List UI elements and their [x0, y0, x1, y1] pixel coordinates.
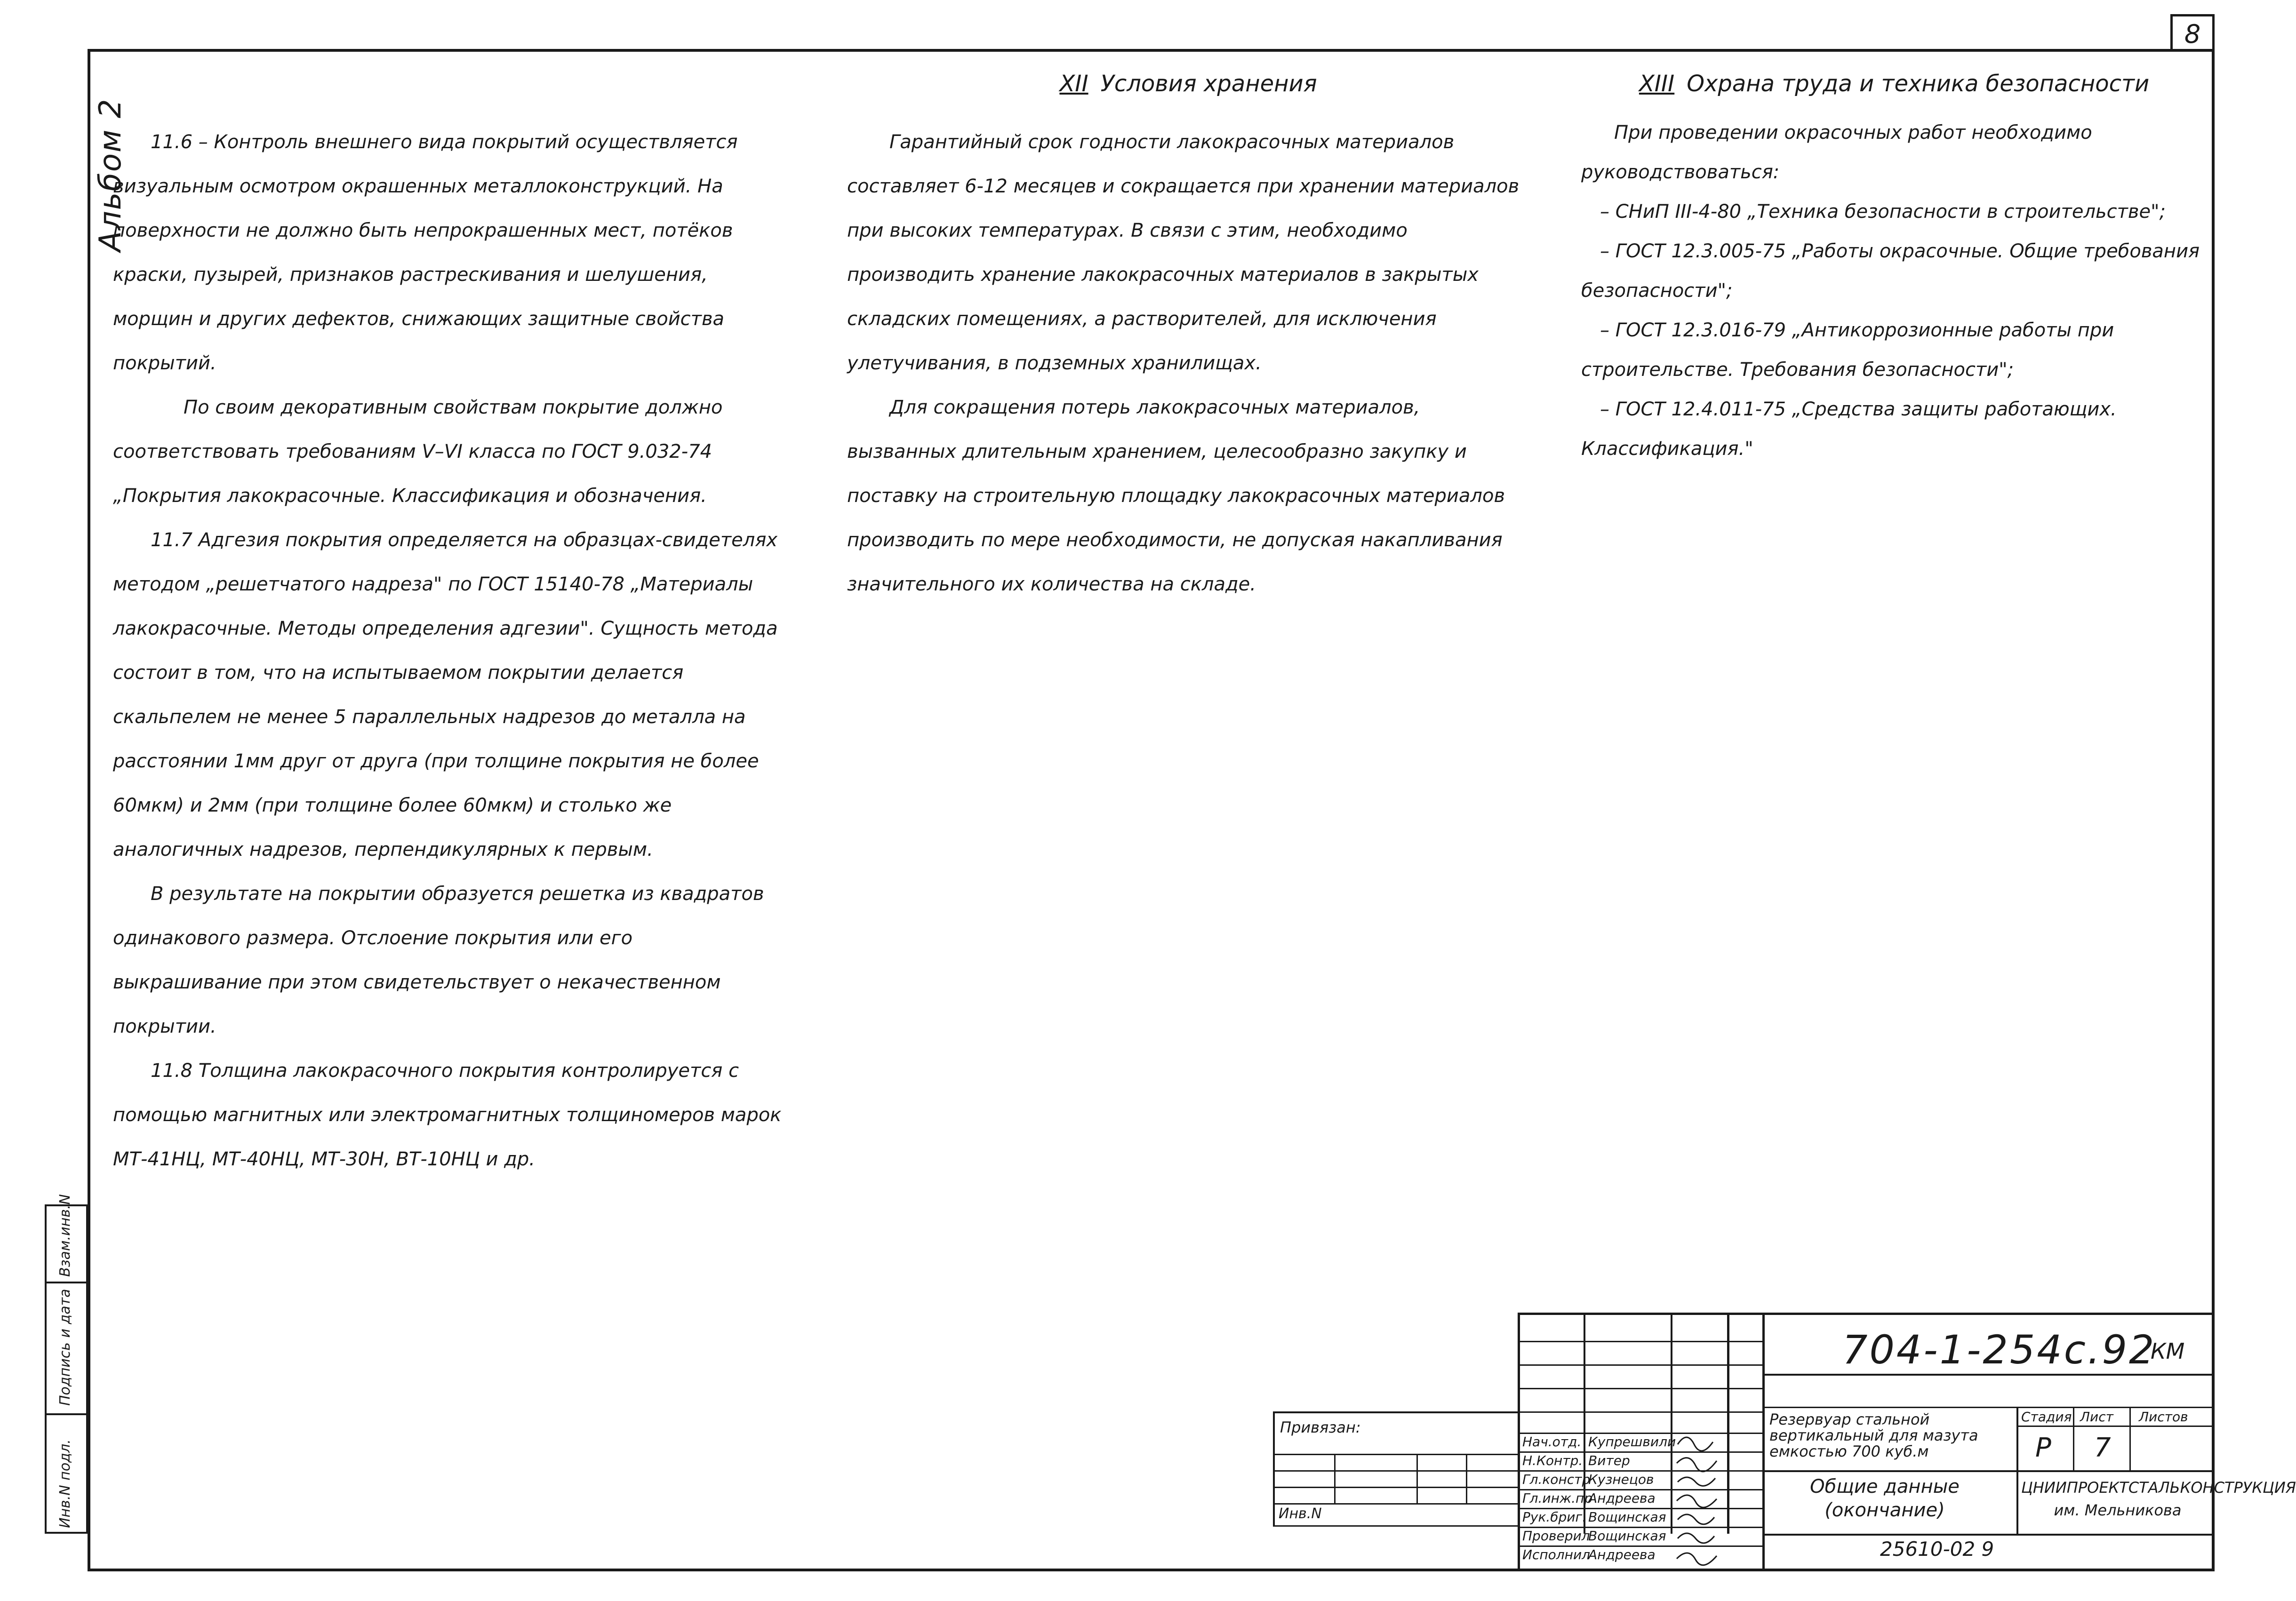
paragraph-result: В результате на покрытии образуется решетка из квадратов одинакового размера. Отслоение покрытия или его выкрашивание при этом свидетельствует о некачественном покрытии. [113, 883, 764, 1037]
paragraph-warranty: Гарантийный срок годности лакокрасочных материалов составляет 6-12 месяцев и сокращается при хранении материалов при высоких температурах. В связи с этим, необходимо производить хранение лакокрасочных материалов в закрытых складских помещениях, а растворителей, для исключения улетучивания, в подземных хранилищах. [847, 131, 1520, 374]
heading-storage-num: XII [1059, 71, 1088, 97]
organization: ЦНИИПРОЕКТСТАЛЬКОНСТРУКЦИЯ им. Мельникова [2021, 1479, 2296, 1519]
paragraph-losses: Для сокращения потерь лакокрасочных материалов, вызванных длительным хранением, целесообразно закупку и поставку на строительную площадку лакокрасочных материалов производить по мере необходимости, не допуская накапливания значительного их количества на складе. [847, 397, 1505, 595]
heading-safety [1581, 71, 2207, 97]
role-1: Н.Контр. [1522, 1453, 1583, 1468]
heading-safety-text: Охрана труда и техника безопасности [1687, 71, 2150, 97]
role-2: Гл.констр [1522, 1472, 1591, 1487]
side-stamp-podpis: Подпись и дата [57, 1289, 73, 1406]
album-label: Альбом 2 [93, 98, 128, 252]
name-6: Андреева [1588, 1547, 1656, 1562]
privyazan-table [1273, 1411, 1518, 1527]
side-stamp-vzam: Взам.инв.N [57, 1194, 73, 1277]
heading-storage [847, 71, 1529, 97]
sheet-header: Лист [2080, 1409, 2113, 1425]
name-2: Кузнецов [1588, 1472, 1654, 1487]
column-storage [847, 120, 1529, 606]
footer-number: 25610-02 9 [1880, 1537, 1994, 1561]
heading-storage-text: Условия хранения [1100, 71, 1317, 97]
stage-header: Стадия [2021, 1409, 2072, 1425]
role-4: Рук.бриг. [1522, 1509, 1587, 1525]
role-5: Проверил [1522, 1528, 1590, 1544]
sheet-value: 7 [2094, 1433, 2111, 1463]
column-safety [1581, 113, 2207, 469]
safety-intro: При проведении окрасочных работ необходимо руководствоваться: [1581, 122, 2092, 183]
paragraph-11-7: 11.7 Адгезия покрытия определяется на образцах-свидетелях методом „решетчатого надреза" по ГОСТ 15140-78 „Материалы лакокрасочные. Методы определения адгезии". Сущность метода состоит в том, что на испытываемом покрытии делается скальпелем не менее 5 параллельных надрезов до металла на расстоянии 1мм друг от друга (при толщине покрытия не более 60мкм) и 2мм (при толщине более 60мкм) и столько же аналогичных надрезов, перпендикулярных к первым. [113, 529, 778, 860]
role-3: Гл.инж.пр [1522, 1490, 1593, 1506]
side-stamp [45, 1194, 88, 1534]
signature-marks [1673, 1433, 1725, 1571]
doc-title: Общие данные (окончание) [1810, 1476, 1960, 1521]
stage-value: Р [2035, 1433, 2051, 1463]
heading-safety-num: XIII [1639, 71, 1675, 97]
sheets-header: Листов [2139, 1409, 2188, 1425]
sheet-number: 8 [2170, 14, 2215, 52]
name-3: Андреева [1588, 1490, 1656, 1506]
safety-item-gost-016: – ГОСТ 12.3.016-79 „Антикоррозионные работы при строительстве. Требования безопасности"; [1581, 319, 2114, 381]
paragraph-11-6: 11.6 – Контроль внешнего вида покрытий осуществляется визуальным осмотром окрашенных металлоконструкций. На поверхности не должно быть непрокрашенных мест, потёков краски, пузырей, признаков растрескивания и шелушения, морщин и других дефектов, снижающих защитные свойства покрытий. [113, 131, 738, 374]
privyazan-label: Привязан: [1280, 1418, 1361, 1436]
name-4: Вощинская [1588, 1509, 1666, 1525]
mark: КМ [2151, 1338, 2185, 1364]
name-5: Вощинская [1588, 1528, 1666, 1544]
designation: 704-1-254с.92 [1842, 1327, 2156, 1373]
safety-item-snip: – СНиП III-4-80 „Техника безопасности в строительстве"; [1600, 201, 2166, 223]
name-1: Витер [1588, 1453, 1630, 1468]
inv-label: Инв.N [1279, 1505, 1322, 1522]
safety-item-gost-011: – ГОСТ 12.4.011-75 „Средства защиты работающих. Классификация." [1581, 398, 2117, 460]
role-6: Исполнил [1522, 1547, 1591, 1562]
side-stamp-inv: Инв.N подл. [57, 1439, 73, 1528]
paragraph-11-8: 11.8 Толщина лакокрасочного покрытия контролируется с помощью магнитных или электромагнитных толщиномеров марок МТ-41НЦ, МТ-40НЦ, МТ-30Н, ВТ-10НЦ и др. [113, 1060, 782, 1170]
object-title: Резервуар стальной вертикальный для мазута емкостью 700 куб.м [1769, 1410, 1978, 1460]
column-quality-control [113, 120, 786, 1181]
role-0: Нач.отд. [1522, 1434, 1582, 1450]
paragraph-decorative: По своим декоративным свойствам покрытие должно соответствовать требованиям V–VI класса по ГОСТ 9.032-74 „Покрытия лакокрасочные. Классификация и обозначения. [113, 397, 723, 507]
name-0: Купрешвили [1588, 1434, 1676, 1450]
safety-item-gost-005: – ГОСТ 12.3.005-75 „Работы окрасочные. Общие требования безопасности"; [1581, 240, 2200, 302]
